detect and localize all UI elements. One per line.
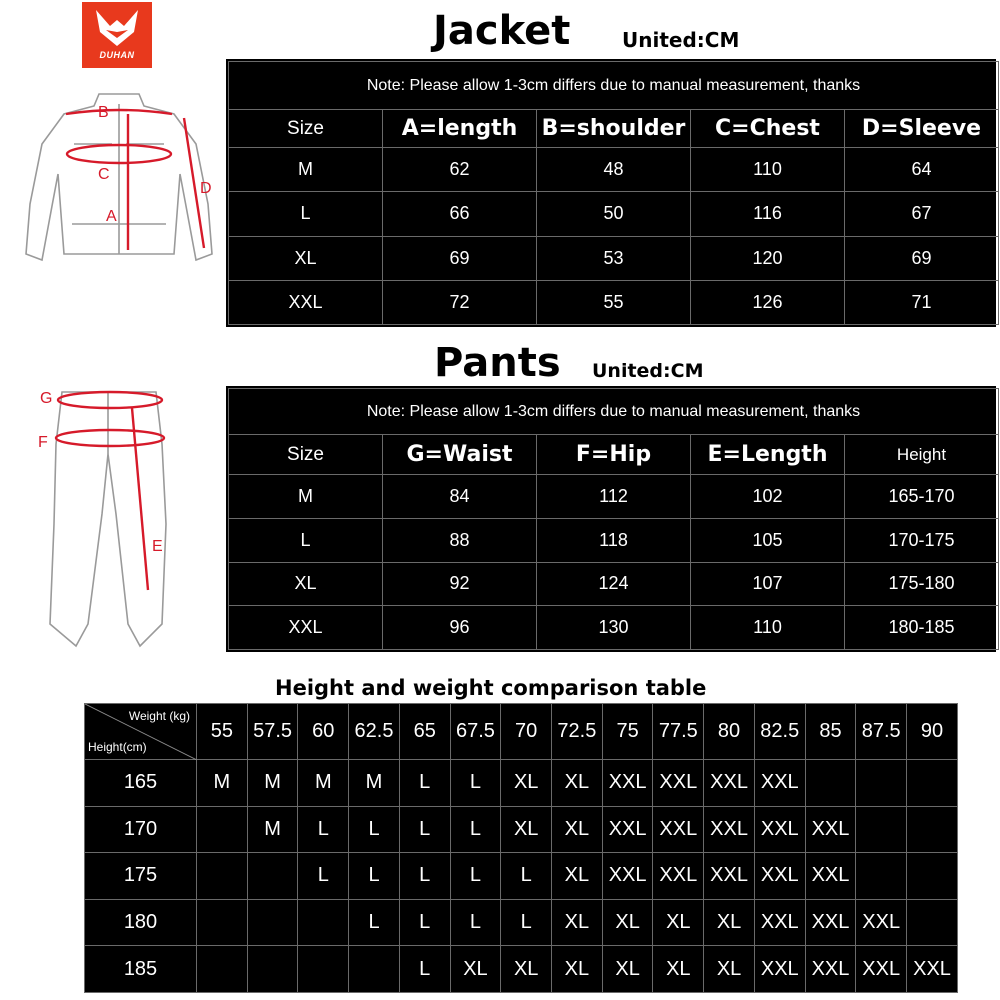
size-cell: L <box>450 760 501 807</box>
size-cell: XL <box>552 760 603 807</box>
size-cell: XXL <box>805 899 856 946</box>
jacket-figure <box>14 84 224 274</box>
marker-e: E <box>152 538 163 555</box>
value-cell: 71 <box>845 280 999 324</box>
pants-unit: United:CM <box>592 360 704 382</box>
jacket-title: Jacket <box>433 8 571 54</box>
size-cell: L <box>349 853 400 900</box>
size-cell: XL <box>229 562 383 606</box>
jacket-size-table <box>226 59 996 327</box>
table-row <box>229 148 999 192</box>
height-cell: 170 <box>85 806 197 853</box>
value-cell: 130 <box>537 606 691 650</box>
weight-header-cell: 90 <box>907 704 958 760</box>
value-cell: 72 <box>383 280 537 324</box>
pants-outline-icon <box>20 384 200 664</box>
size-cell: L <box>229 192 383 236</box>
table-corner-cell <box>85 704 197 760</box>
value-cell: 175-180 <box>845 562 999 606</box>
value-cell: 48 <box>537 148 691 192</box>
size-cell <box>856 806 907 853</box>
value-cell: 67 <box>845 192 999 236</box>
size-cell: XL <box>653 899 704 946</box>
size-cell <box>197 899 248 946</box>
weight-header-cell: 75 <box>602 704 653 760</box>
value-cell: 53 <box>537 236 691 280</box>
size-cell: XL <box>704 946 755 993</box>
weight-header-cell: 80 <box>704 704 755 760</box>
table-row <box>85 806 958 853</box>
size-cell: XL <box>602 946 653 993</box>
marker-a: A <box>106 208 117 225</box>
pants-size-table <box>226 386 996 652</box>
value-cell: 170-175 <box>845 518 999 562</box>
pants-header-size: Size <box>229 435 383 475</box>
table-row <box>229 236 999 280</box>
value-cell: 64 <box>845 148 999 192</box>
size-cell: XXL <box>602 853 653 900</box>
size-cell: L <box>450 899 501 946</box>
weight-header-cell: 67.5 <box>450 704 501 760</box>
height-cell: 185 <box>85 946 197 993</box>
size-cell: XXL <box>229 280 383 324</box>
value-cell: 126 <box>691 280 845 324</box>
pants-title: Pants <box>434 340 561 386</box>
size-cell: M <box>229 148 383 192</box>
size-cell: XL <box>552 946 603 993</box>
size-cell: L <box>349 899 400 946</box>
jacket-note: Note: Please allow 1-3cm differs due to manual measurement, thanks <box>229 62 999 110</box>
size-cell: XXL <box>653 806 704 853</box>
size-cell: XXL <box>229 606 383 650</box>
weight-header-cell: 57.5 <box>247 704 298 760</box>
height-axis-label: Height(cm) <box>88 740 147 754</box>
table-row <box>229 475 999 519</box>
size-cell: XL <box>501 806 552 853</box>
value-cell: 110 <box>691 148 845 192</box>
jacket-header-size: Size <box>229 110 383 148</box>
value-cell: 92 <box>383 562 537 606</box>
size-cell: XXL <box>602 760 653 807</box>
marker-g: G <box>40 390 53 407</box>
height-weight-table <box>84 703 958 993</box>
pants-header-waist: G=Waist <box>383 435 537 475</box>
size-cell: M <box>229 475 383 519</box>
table-row <box>229 562 999 606</box>
table-row <box>229 280 999 324</box>
table-row <box>85 899 958 946</box>
size-cell: XL <box>450 946 501 993</box>
weight-header-cell: 65 <box>399 704 450 760</box>
weight-header-cell: 62.5 <box>349 704 400 760</box>
comparison-title: Height and weight comparison table <box>275 676 707 700</box>
weight-header-cell: 70 <box>501 704 552 760</box>
jacket-outline-icon <box>14 84 224 274</box>
size-cell: XL <box>704 899 755 946</box>
brand-logo <box>82 2 152 68</box>
size-cell: M <box>247 806 298 853</box>
size-cell <box>907 853 958 900</box>
size-cell: XXL <box>754 806 805 853</box>
size-cell: XL <box>229 236 383 280</box>
table-row <box>229 606 999 650</box>
value-cell: 62 <box>383 148 537 192</box>
size-cell: XXL <box>907 946 958 993</box>
size-cell: L <box>298 853 349 900</box>
value-cell: 69 <box>845 236 999 280</box>
value-cell: 55 <box>537 280 691 324</box>
jacket-header-chest: C=Chest <box>691 110 845 148</box>
value-cell: 110 <box>691 606 845 650</box>
marker-c: C <box>98 166 110 183</box>
weight-header-cell: 85 <box>805 704 856 760</box>
size-cell: XXL <box>754 899 805 946</box>
height-cell: 165 <box>85 760 197 807</box>
size-cell: L <box>399 853 450 900</box>
table-row <box>85 853 958 900</box>
size-cell <box>247 853 298 900</box>
size-cell <box>856 760 907 807</box>
size-cell: L <box>501 853 552 900</box>
size-cell: L <box>399 760 450 807</box>
size-cell: XXL <box>856 946 907 993</box>
size-cell <box>247 899 298 946</box>
size-cell: XL <box>552 806 603 853</box>
value-cell: 69 <box>383 236 537 280</box>
marker-d: D <box>200 180 212 197</box>
size-cell: XL <box>501 946 552 993</box>
pants-header-height: Height <box>845 435 999 475</box>
size-cell <box>907 899 958 946</box>
size-cell: XXL <box>805 806 856 853</box>
height-cell: 175 <box>85 853 197 900</box>
value-cell: 84 <box>383 475 537 519</box>
size-cell: XXL <box>653 760 704 807</box>
logo-text: DUHAN <box>99 50 135 60</box>
table-row <box>85 946 958 993</box>
size-cell: L <box>298 806 349 853</box>
size-cell <box>907 760 958 807</box>
size-cell: XXL <box>754 946 805 993</box>
value-cell: 50 <box>537 192 691 236</box>
value-cell: 66 <box>383 192 537 236</box>
table-row <box>229 518 999 562</box>
size-cell: L <box>399 899 450 946</box>
value-cell: 107 <box>691 562 845 606</box>
value-cell: 124 <box>537 562 691 606</box>
value-cell: 180-185 <box>845 606 999 650</box>
size-cell: XXL <box>754 853 805 900</box>
size-cell: XXL <box>805 946 856 993</box>
height-cell: 180 <box>85 899 197 946</box>
weight-axis-label: Weight (kg) <box>128 709 190 723</box>
size-cell <box>247 946 298 993</box>
size-cell: XXL <box>856 899 907 946</box>
size-cell: L <box>349 806 400 853</box>
value-cell: 88 <box>383 518 537 562</box>
size-cell: XXL <box>805 853 856 900</box>
jacket-header-sleeve: D=Sleeve <box>845 110 999 148</box>
weight-header-cell: 77.5 <box>653 704 704 760</box>
jacket-header-shoulder: B=shoulder <box>537 110 691 148</box>
size-cell: XXL <box>704 806 755 853</box>
size-cell: L <box>501 899 552 946</box>
size-cell: XXL <box>704 853 755 900</box>
size-cell: XXL <box>754 760 805 807</box>
size-cell: L <box>399 946 450 993</box>
size-cell: L <box>399 806 450 853</box>
weight-header-cell: 72.5 <box>552 704 603 760</box>
size-cell: M <box>247 760 298 807</box>
weight-header-cell: 82.5 <box>754 704 805 760</box>
size-cell: XXL <box>653 853 704 900</box>
size-cell: XL <box>653 946 704 993</box>
size-cell <box>197 806 248 853</box>
value-cell: 96 <box>383 606 537 650</box>
value-cell: 116 <box>691 192 845 236</box>
weight-header-cell: 55 <box>197 704 248 760</box>
value-cell: 112 <box>537 475 691 519</box>
value-cell: 105 <box>691 518 845 562</box>
size-cell: M <box>298 760 349 807</box>
weight-header-cell: 60 <box>298 704 349 760</box>
size-cell <box>197 853 248 900</box>
size-cell: XXL <box>602 806 653 853</box>
size-cell: M <box>349 760 400 807</box>
marker-b: B <box>98 104 109 121</box>
size-cell: XL <box>602 899 653 946</box>
pants-header-length: E=Length <box>691 435 845 475</box>
size-cell <box>907 806 958 853</box>
table-row <box>229 192 999 236</box>
size-cell <box>197 946 248 993</box>
weight-header-cell: 87.5 <box>856 704 907 760</box>
value-cell: 120 <box>691 236 845 280</box>
size-cell: XL <box>552 853 603 900</box>
size-cell <box>298 946 349 993</box>
size-cell: XXL <box>704 760 755 807</box>
size-cell <box>805 760 856 807</box>
pants-figure <box>20 384 200 664</box>
size-cell: L <box>229 518 383 562</box>
size-cell: M <box>197 760 248 807</box>
jacket-unit: United:CM <box>622 28 740 52</box>
table-row <box>85 760 958 807</box>
marker-f: F <box>38 434 48 451</box>
pants-header-hip: F=Hip <box>537 435 691 475</box>
pants-note: Note: Please allow 1-3cm differs due to manual measurement, thanks <box>229 389 999 435</box>
size-cell: L <box>450 806 501 853</box>
value-cell: 118 <box>537 518 691 562</box>
size-cell: L <box>450 853 501 900</box>
size-cell: XL <box>501 760 552 807</box>
size-cell <box>856 853 907 900</box>
jacket-header-length: A=length <box>383 110 537 148</box>
size-cell <box>298 899 349 946</box>
size-cell: XL <box>552 899 603 946</box>
size-cell <box>349 946 400 993</box>
value-cell: 102 <box>691 475 845 519</box>
value-cell: 165-170 <box>845 475 999 519</box>
